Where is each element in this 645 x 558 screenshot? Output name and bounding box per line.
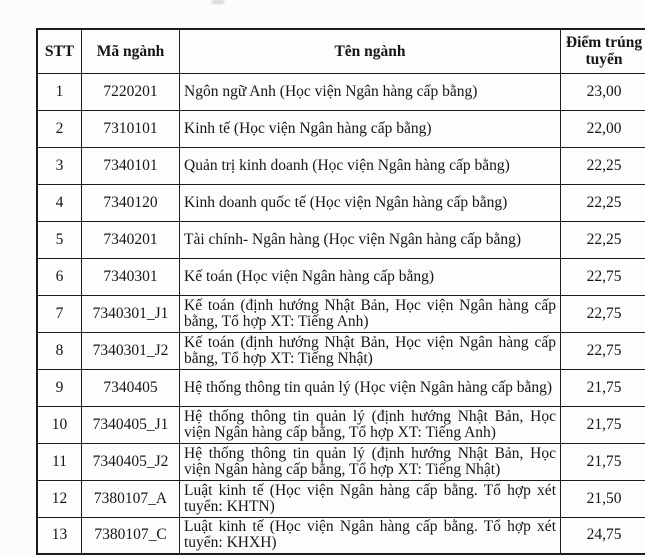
col-header-stt: STT xyxy=(37,29,82,73)
table-row xyxy=(37,73,645,110)
cell-stt: 1 xyxy=(37,73,82,110)
table-row xyxy=(37,332,645,369)
cell-score: 22,75 xyxy=(561,332,645,369)
cell-name: Hệ thống thông tin quản lý (Học viện Ngân hàng cấp bằng) xyxy=(180,369,561,406)
col-header-name: Tên ngành xyxy=(180,29,561,73)
cell-score: 23,00 xyxy=(561,73,645,110)
cell-name: Kế toán (định hướng Nhật Bản, Học viện Ngân hàng cấp bằng, Tổ hợp XT: Tiếng Anh) xyxy=(180,295,561,332)
table-row xyxy=(37,147,645,184)
cell-score: 21,75 xyxy=(561,406,645,443)
cell-stt: 9 xyxy=(37,369,82,406)
cell-stt: 10 xyxy=(37,406,82,443)
cell-code: 7340405_J2 xyxy=(82,443,180,480)
cell-stt: 12 xyxy=(37,480,82,517)
cell-name: Quản trị kinh doanh (Học viện Ngân hàng cấp bằng) xyxy=(180,147,561,184)
table-row xyxy=(37,184,645,221)
cell-code: 7340301_J1 xyxy=(82,295,180,332)
cell-stt: 3 xyxy=(37,147,82,184)
table-row xyxy=(37,258,645,295)
cell-code: 7340405 xyxy=(82,369,180,406)
cell-name: Hệ thống thông tin quản lý (định hướng Nhật Bản, Học viện Ngân hàng cấp bằng, Tổ hợp XT: Tiếng Anh) xyxy=(180,406,561,443)
cell-name: Kế toán (Học viện Ngân hàng cấp bằng) xyxy=(180,258,561,295)
scan-artifact xyxy=(212,0,224,4)
cell-score: 22,00 xyxy=(561,110,645,147)
table-row xyxy=(37,480,645,517)
table-header xyxy=(37,29,645,73)
table-row xyxy=(37,110,645,147)
cell-score: 22,25 xyxy=(561,221,645,258)
table-row xyxy=(37,406,645,443)
cell-name: Tài chính- Ngân hàng (Học viện Ngân hàng cấp bằng) xyxy=(180,221,561,258)
cell-stt: 7 xyxy=(37,295,82,332)
cell-stt: 6 xyxy=(37,258,82,295)
cell-name: Luật kinh tế (Học viện Ngân hàng cấp bằng. Tổ hợp xét tuyển: KHTN) xyxy=(180,480,561,517)
table-body xyxy=(37,73,645,554)
cell-name: Hệ thống thông tin quản lý (định hướng Nhật Bản, Học viện Ngân hàng cấp bằng, Tổ hợp XT: Tiếng Nhật) xyxy=(180,443,561,480)
col-header-score: Điểm trúng tuyển xyxy=(561,29,645,73)
cell-score: 21,75 xyxy=(561,443,645,480)
cell-stt: 13 xyxy=(37,517,82,554)
cell-code: 7220201 xyxy=(82,73,180,110)
header-row xyxy=(37,29,645,73)
cell-name: Kế toán (định hướng Nhật Bản, Học viện Ngân hàng cấp bằng, Tổ hợp XT: Tiếng Nhật) xyxy=(180,332,561,369)
cell-score: 22,25 xyxy=(561,147,645,184)
cell-stt: 11 xyxy=(37,443,82,480)
cell-score: 21,75 xyxy=(561,369,645,406)
cell-code: 7340201 xyxy=(82,221,180,258)
cell-stt: 5 xyxy=(37,221,82,258)
cell-stt: 2 xyxy=(37,110,82,147)
table-row xyxy=(37,443,645,480)
cell-code: 7340101 xyxy=(82,147,180,184)
cell-score: 22,25 xyxy=(561,184,645,221)
cell-name: Luật kinh tế (Học viện Ngân hàng cấp bằng. Tổ hợp xét tuyển: KHXH) xyxy=(180,517,561,554)
cell-code: 7380107_A xyxy=(82,480,180,517)
cell-name: Ngôn ngữ Anh (Học viện Ngân hàng cấp bằng) xyxy=(180,73,561,110)
cell-code: 7340301 xyxy=(82,258,180,295)
cell-score: 24,75 xyxy=(561,517,645,554)
cell-code: 7340405_J1 xyxy=(82,406,180,443)
cell-score: 22,75 xyxy=(561,295,645,332)
table-row xyxy=(37,517,645,554)
cell-score: 21,50 xyxy=(561,480,645,517)
cell-name: Kinh tế (Học viện Ngân hàng cấp bằng) xyxy=(180,110,561,147)
cell-stt: 8 xyxy=(37,332,82,369)
table-row xyxy=(37,295,645,332)
table-row xyxy=(37,221,645,258)
cell-code: 7340301_J2 xyxy=(82,332,180,369)
cell-score: 22,75 xyxy=(561,258,645,295)
cell-name: Kinh doanh quốc tế (Học viện Ngân hàng cấp bằng) xyxy=(180,184,561,221)
table-row xyxy=(37,369,645,406)
cell-stt: 4 xyxy=(37,184,82,221)
cell-code: 7380107_C xyxy=(82,517,180,554)
cell-code: 7310101 xyxy=(82,110,180,147)
col-header-code: Mã ngành xyxy=(82,29,180,73)
admission-score-table xyxy=(36,28,645,555)
cell-code: 7340120 xyxy=(82,184,180,221)
